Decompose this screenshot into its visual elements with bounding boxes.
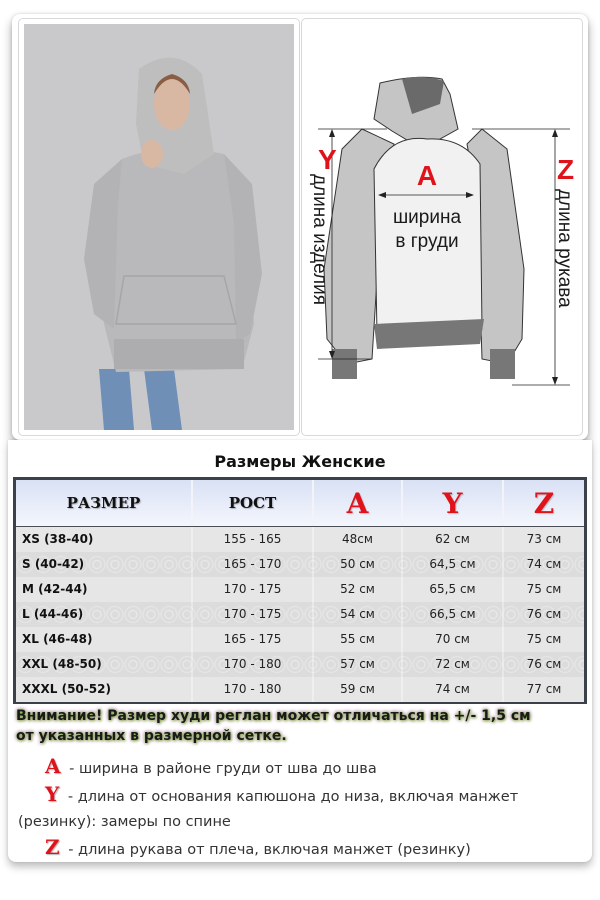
header-a: A <box>314 480 403 526</box>
header-height: РОСТ <box>193 480 314 526</box>
model-photo-frame <box>18 18 300 436</box>
diagram-letter-a: A <box>416 160 438 191</box>
cell-size: XS (38-40) <box>16 527 193 552</box>
cell-a: 52 см <box>314 577 403 602</box>
legend-text-y: - длина от основания капюшона до низа, включая манжет <box>63 789 519 805</box>
size-table <box>13 477 587 704</box>
cell-y: 66,5 см <box>403 602 504 627</box>
legend-item-z <box>45 835 585 863</box>
cell-size: M (42-44) <box>16 577 193 602</box>
cell-a: 50 см <box>314 552 403 577</box>
cell-y: 74 см <box>403 677 504 702</box>
warning-line-1: Внимание! Размер худи реглан может отличаться на +/- 1,5 см <box>16 708 531 724</box>
cell-y: 65,5 см <box>403 577 504 602</box>
legend-item-a <box>45 754 585 782</box>
size-warning <box>16 706 586 746</box>
cell-size: S (40-42) <box>16 552 193 577</box>
cell-z: 76 см <box>526 607 562 621</box>
header-y: Y <box>403 480 504 526</box>
sleeve-length-label: длина рукава <box>554 189 575 308</box>
size-chart-card <box>8 440 592 862</box>
cell-a: 55 см <box>314 627 403 652</box>
table-row <box>16 602 584 627</box>
size-chart-title: Размеры Женские <box>214 452 386 471</box>
table-row <box>16 652 584 677</box>
cell-z: 75 см <box>526 582 562 596</box>
legend-item-y-continued <box>18 810 585 835</box>
header-z: Z <box>533 486 555 520</box>
header-size: РАЗМЕР <box>16 480 193 526</box>
model-photo <box>24 24 294 430</box>
cell-height: 170 - 180 <box>193 652 314 677</box>
cell-z: 74 см <box>526 557 562 571</box>
chest-label-line1: ширина <box>392 207 462 228</box>
product-images-card <box>12 14 588 440</box>
cell-z: 77 см <box>526 682 562 696</box>
table-row <box>16 627 584 652</box>
legend-item-y <box>45 782 585 810</box>
cell-size: XXL (48-50) <box>16 652 193 677</box>
cell-a: 54 см <box>314 602 403 627</box>
cell-z: 75 см <box>526 632 562 646</box>
measurement-legend <box>18 754 585 863</box>
legend-letter-a: A <box>45 754 61 778</box>
cell-y: 72 см <box>403 652 504 677</box>
model-photo-illustration <box>24 24 294 430</box>
legend-letter-y: Y <box>45 782 60 806</box>
cell-size: L (44-46) <box>16 602 193 627</box>
cell-z: 76 см <box>526 657 562 671</box>
table-row <box>16 552 584 577</box>
cell-a: 57 см <box>314 652 403 677</box>
diagram-letter-z: Z <box>557 154 575 185</box>
table-row <box>16 577 584 602</box>
cell-y: 64,5 см <box>403 552 504 577</box>
cell-height: 155 - 165 <box>193 527 314 552</box>
warning-line-2: от указанных в размерной сетке. <box>16 728 287 744</box>
hoodie-measurement-illustration <box>302 19 584 437</box>
measurement-diagram <box>301 18 583 436</box>
diagram-letter-y: Y <box>318 144 337 175</box>
cell-height: 170 - 175 <box>193 602 314 627</box>
cell-size: XL (46-48) <box>16 627 193 652</box>
cell-y: 62 см <box>403 527 504 552</box>
cell-height: 170 - 175 <box>193 577 314 602</box>
cell-a: 48см <box>314 527 403 552</box>
cell-height: 165 - 170 <box>193 552 314 577</box>
cell-z: 73 см <box>526 532 562 546</box>
table-header <box>16 480 584 527</box>
cell-size: XXXL (50-52) <box>16 677 193 702</box>
body-length-label: длина изделия <box>309 174 330 306</box>
cell-a: 59 см <box>314 677 403 702</box>
table-row <box>16 527 584 552</box>
legend-letter-z: Z <box>45 835 60 859</box>
cell-y: 70 см <box>403 627 504 652</box>
table-row <box>16 677 584 702</box>
cell-height: 165 - 175 <box>193 627 314 652</box>
chest-label-line2: в груди <box>395 231 459 252</box>
cell-height: 170 - 180 <box>193 677 314 702</box>
legend-text-a: - ширина в районе груди от шва до шва <box>64 761 377 777</box>
legend-text-y-continued: (резинку): замеры по спине <box>18 814 231 830</box>
legend-text-z: - длина рукава от плеча, включая манжет (резинку) <box>63 842 471 858</box>
